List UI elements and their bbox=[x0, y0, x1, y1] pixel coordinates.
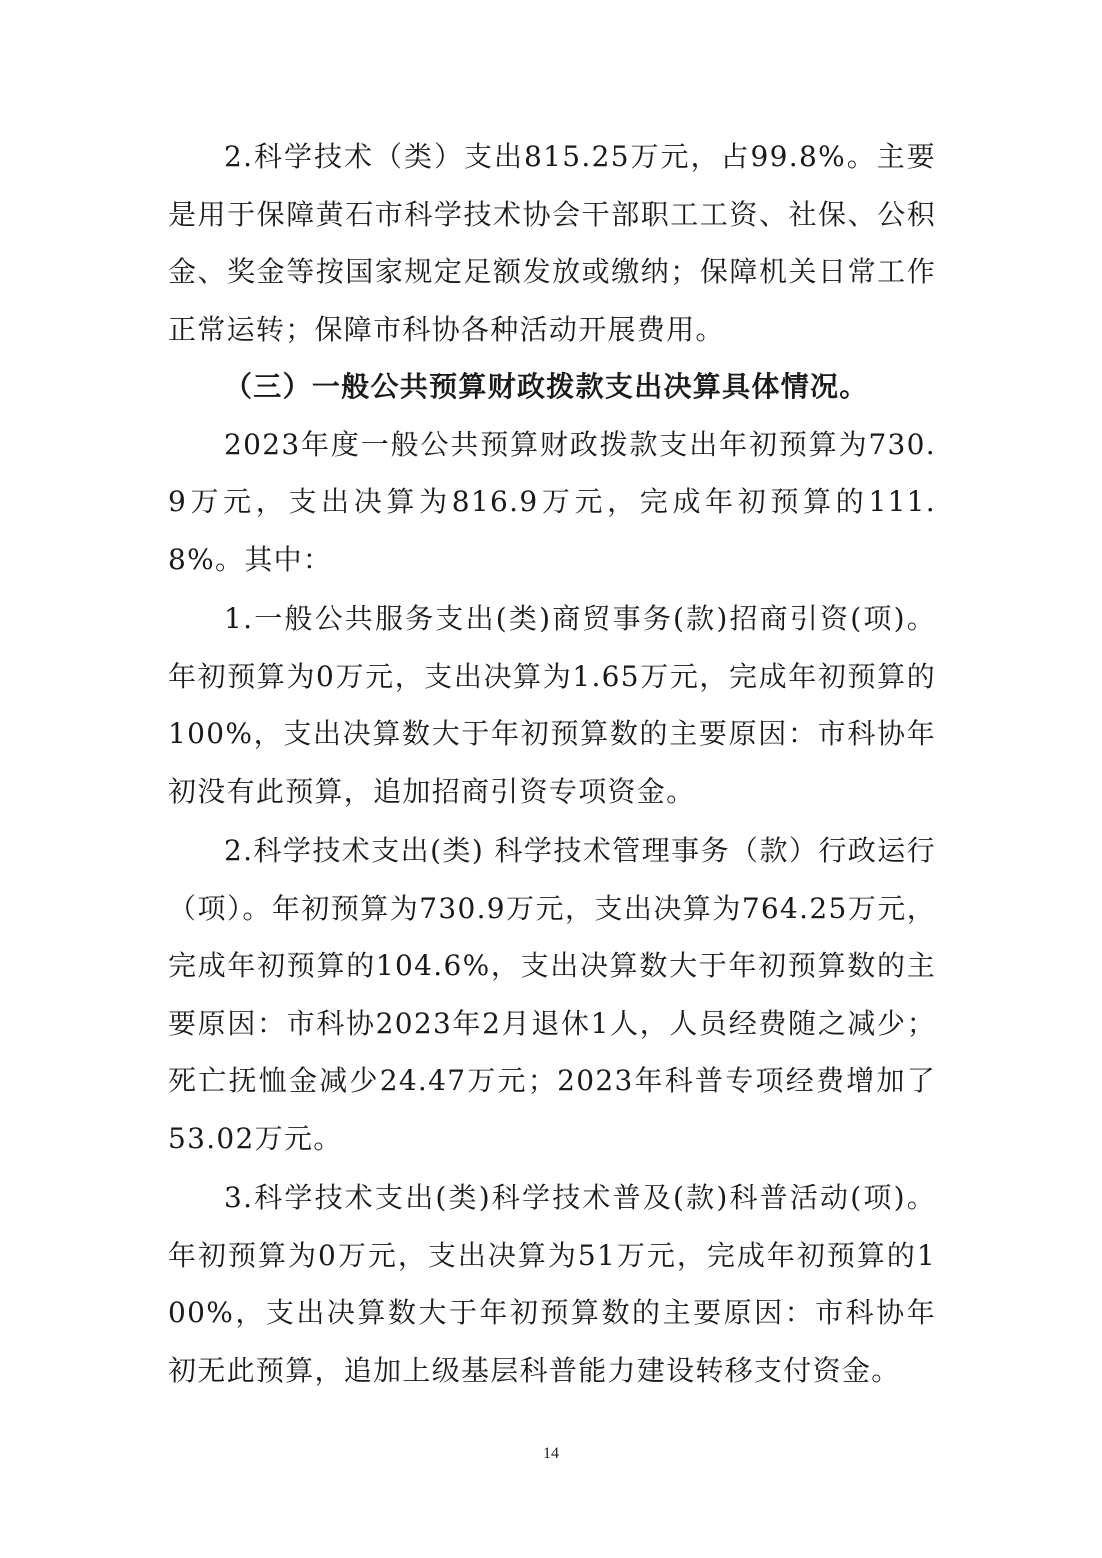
paragraph-item-3-popularization: 3.科学技术支出(类)科学技术普及(款)科普活动(项)。年初预算为0万元，支出决算为51万元，完成年初预算的100%，支出决算数大于年初预算数的主要原因：市科协年初无此预算，追加上级基层科普能力建设转移支付资金。 bbox=[168, 1181, 936, 1387]
paragraph-budget-overview: 2023年度一般公共预算财政拨款支出年初预算为730.9万元，支出决算为816.9万元，完成年初预算的111.8%。其中： bbox=[168, 427, 936, 576]
section-heading-general-budget: （三）一般公共预算财政拨款支出决算具体情况。 bbox=[224, 370, 869, 403]
paragraph-item-2-administration: 2.科学技术支出(类) 科学技术管理事务（款）行政运行（项）。年初预算为730.9万元，支出决算为764.25万元，完成年初预算的104.6%，支出决算数大于年初预算数的主要原因：市科协2023年2月退休1人，人员经费随之减少；死亡抚恤金减少24.47万元；2023年科普专项经费增加了53.02万元。 bbox=[168, 834, 936, 1155]
paragraph-item-1-investment: 1.一般公共服务支出(类)商贸事务(款)招商引资(项)。年初预算为0万元，支出决算为1.65万元，完成年初预算的100%，支出决算数大于年初预算数的主要原因：市科协年初没有此预算，追加招商引资专项资金。 bbox=[168, 602, 936, 808]
document-body bbox=[168, 128, 936, 1399]
paragraph-science-tech-expenditure: 2.科学技术（类）支出815.25万元，占99.8%。主要是用于保障黄石市科学技术协会干部职工工资、社保、公积金、奖金等按国家规定足额发放或缴纳；保障机关日常工作正常运转；保障市科协各种活动开展费用。 bbox=[168, 140, 936, 346]
page-number: 14 bbox=[543, 1445, 559, 1462]
